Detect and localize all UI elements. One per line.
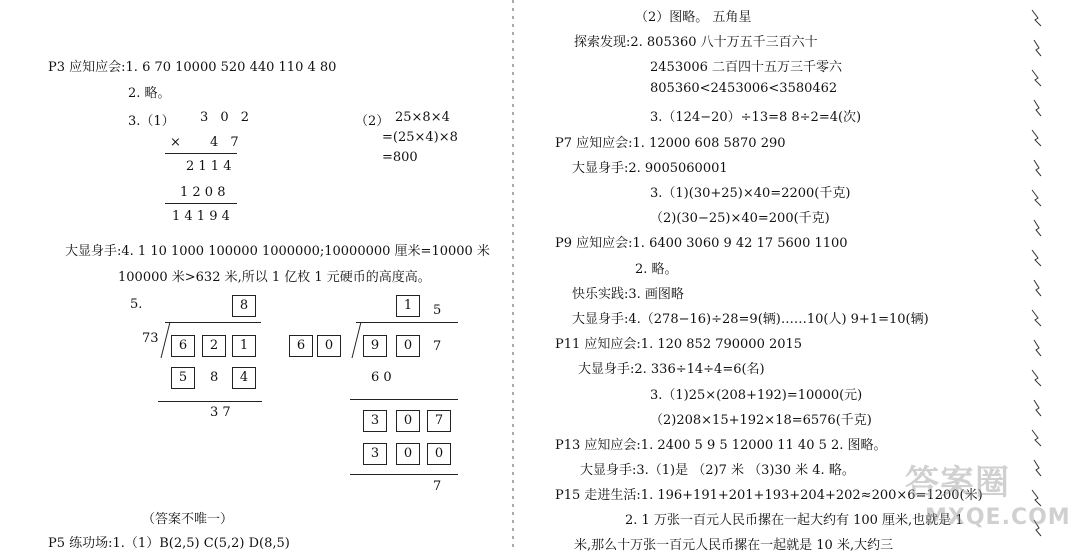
right-line-4: 805360<2453006<3580462	[650, 81, 838, 96]
right-line-20: P15 走进生活:1. 196+191+201+193+204+202≈200×6=1200(米)	[555, 488, 983, 503]
div2-step3-3: 0	[427, 443, 451, 465]
p5-answer-line: P5 练功场:1.（1）B(2,5) C(5,2) D(8,5)	[48, 536, 290, 551]
watermark-url: MXQE.COM	[925, 505, 1071, 530]
right-line-17: （2)208×15+192×18=6576(千克)	[650, 413, 872, 428]
div1-product-2: 8	[210, 370, 219, 385]
div1-bracket-top	[165, 322, 261, 323]
right-line-18: P13 应知应会:1. 2400 5 9 5 12000 11 40 5 2. 图略。	[555, 438, 887, 453]
mult-top: 3 0 2	[200, 110, 254, 125]
div2-dividend-3: 7	[433, 339, 442, 354]
calc-line-1: 25×8×4	[395, 110, 450, 125]
right-line-2: 探索发现:2. 805360 八十万五千三百六十	[574, 35, 818, 50]
answer-not-unique-note: （答案不唯一）	[142, 512, 234, 527]
right-line-8: 3.（1)(30+25)×40=2200(千克)	[650, 186, 851, 201]
right-line-11: 2. 略。	[635, 262, 678, 277]
div2-bracket-top	[356, 322, 458, 323]
right-line-16: 3.（1)25×(208+192)=10000(元)	[650, 388, 863, 403]
mult-result: 1 4 1 9 4	[172, 209, 230, 224]
p3-item-3-label: 3.（1）	[128, 114, 175, 129]
right-line-12: 快乐实践:3. 画图略	[572, 287, 684, 302]
div1-dividend-3: 1	[232, 335, 256, 357]
page-fold	[511, 0, 515, 550]
right-line-3: 2453006 二百四十五万三千零六	[650, 60, 843, 75]
div1-dividend-2: 2	[202, 335, 226, 357]
right-line-7: 大显身手:2. 9005060001	[572, 161, 728, 176]
mult-rule-2	[165, 203, 237, 204]
right-line-15: 大显身手:2. 336÷14÷4=6(名)	[578, 362, 765, 377]
mult-operator: ×	[170, 135, 181, 150]
p3-item-2: 2. 略。	[128, 86, 171, 101]
calc-line-2: =(25×4)×8	[382, 130, 458, 145]
calc-line-3: =800	[382, 150, 418, 165]
div2-rule-2	[350, 474, 458, 475]
right-line-5: 3.（124−20）÷13=8 8÷2=4(次)	[650, 110, 862, 125]
p3-item-3-2-label: （2）	[355, 114, 390, 129]
div2-step2-1: 3	[363, 410, 387, 432]
mult-partial-1: 2 1 1 4	[186, 159, 232, 174]
div2-step3-2: 0	[396, 443, 420, 465]
div2-dividend-1: 9	[363, 335, 387, 357]
right-line-13: 大显身手:4.（278−16)÷28=9(辆)……10(人) 9+1=10(辆)	[572, 312, 929, 327]
mult-partial-2: 1 2 0 8	[180, 185, 226, 200]
div2-step2-3: 7	[427, 410, 451, 432]
div1-quotient: 8	[232, 295, 256, 317]
div1-product-3: 4	[232, 367, 256, 389]
div2-remainder: 7	[433, 479, 442, 494]
div2-rule-1	[350, 399, 458, 400]
right-line-6: P7 应知应会:1. 12000 608 5870 290	[555, 136, 786, 151]
div1-rule	[158, 401, 262, 402]
watermark-logo-text: 答案圈	[905, 463, 1010, 503]
div2-step-1: 6 0	[371, 370, 392, 385]
div2-divisor-2: 0	[317, 335, 341, 357]
div2-step3-1: 3	[363, 443, 387, 465]
div1-divisor: 73	[142, 331, 159, 346]
div2-step2-2: 0	[396, 410, 420, 432]
div2-quotient-2: 5	[433, 303, 442, 318]
right-line-1: （2）图略。 五角星	[635, 10, 752, 25]
div2-dividend-2: 0	[396, 335, 420, 357]
div2-quotient-1: 1	[396, 295, 420, 317]
div1-dividend-1: 6	[171, 335, 195, 357]
mult-second: 4 7	[210, 135, 243, 150]
div1-product-1: 5	[171, 367, 195, 389]
right-line-9: （2)(30−25)×40=200(千克)	[650, 211, 830, 226]
right-line-10: P9 应知应会:1. 6400 3060 9 42 17 5600 1100	[555, 236, 848, 251]
daxian-line-1: 大显身手:4. 1 10 1000 100000 1000000;10000000 厘米=10000 米	[65, 244, 490, 259]
right-line-22: 米,那么十万张一百元人民币摞在一起就是 10 米,大约三	[574, 538, 894, 553]
q5-label: 5.	[130, 297, 143, 312]
p3-answer-line: P3 应知应会:1. 6 70 10000 520 440 110 4 80	[48, 60, 337, 75]
right-line-14: P11 应知应会:1. 120 852 790000 2015	[555, 337, 803, 352]
div2-divisor-1: 6	[289, 335, 313, 357]
right-line-19: 大显身手:3.（1)是 （2)7 米 （3)30 米 4. 略。	[580, 463, 855, 478]
mult-rule-1	[165, 153, 237, 154]
div1-remainder: 3 7	[210, 405, 231, 420]
right-line-21: 2. 1 万张一百元人民币摞在一起大约有 100 厘米,也就是 1	[625, 513, 964, 528]
daxian-line-2: 100000 米>632 米,所以 1 亿枚 1 元硬币的高度高。	[118, 270, 431, 285]
div1-bracket-side	[161, 322, 171, 358]
div2-bracket-side	[352, 322, 362, 358]
binding-edge-decoration	[1012, 0, 1080, 550]
